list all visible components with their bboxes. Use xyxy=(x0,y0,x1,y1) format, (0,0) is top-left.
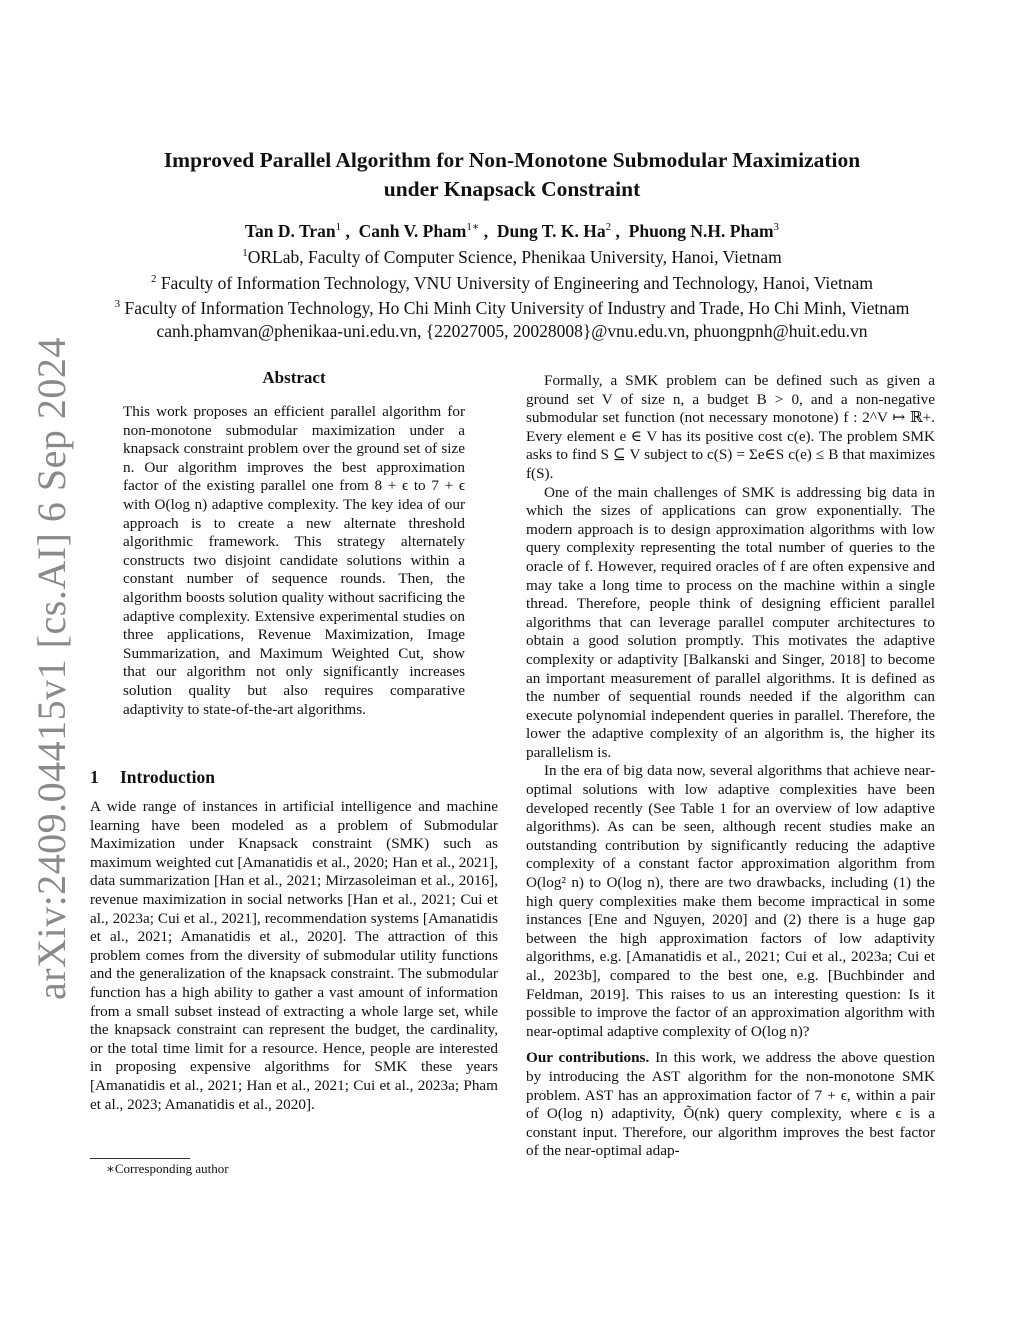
paper-title xyxy=(80,146,944,204)
contributions-paragraph xyxy=(526,1049,935,1161)
title-line-1: Improved Parallel Algorithm for Non-Monotone Submodular Maximization xyxy=(163,148,861,172)
contributions-label: Our contributions. xyxy=(526,1049,650,1067)
big-data-paragraph: In the era of big data now, several algorithms that achieve near-optimal solutions with low adaptive complexities have been developed recently (See Table 1 for an overview of low adaptive algorithms). As can be seen, although recent studies make an outstanding contribution by significantly reducing the adaptive complexity of a constant factor approximation algorithm from O(log² n) to O(log n), there are two drawbacks, including (1) the high query complexities make them become impractical in some instances [Ene and Nguyen, 2020] and (2) there is a huge gap between the high approximation factors of low adaptivity algorithms, e.g. [Amanatidis et al., 2021; Cui et al., 2023a; Cui et al., 2023b], compared to the best one, e.g. [Buchbinder and Feldman, 2019]. This raises to us an interesting question: Is it possible to improve the factor of an approximation algorithm with near-optimal adaptive complexity of O(log n)? xyxy=(526,762,935,1040)
affiliation-3: $^3$ Faculty of Information Technology, Ho Chi Minh City University of Industry and Trade, Ho Chi Minh, Vietnam xyxy=(114,298,910,319)
author-name: Tan D. Tran xyxy=(244,220,336,241)
author-mark: 1 xyxy=(335,221,342,233)
abstract-text: This work proposes an efficient parallel algorithm for non-monotone submodular maximization under a knapsack constraint problem over the ground set of size n. Our algorithm improves the best approximation factor of the existing parallel one from 8 + ϵ to 7 + ϵ with O(log n) adaptive complexity. The key idea of our approach is to create a new alternate threshold algorithmic framework. This strategy alternately constructs two disjoint candidate solutions within a constant number of sequence rounds. Then, the algorithm boosts solution quality without sacrificing the adaptive complexity. Extensive experimental studies on three applications, Revenue Maximization, Image Summarization, and Maximum Weighted Cut, show that our algorithm not only significantly increases solution quality but also requires comparative adaptivity to state-of-the-art algorithms. xyxy=(123,403,465,718)
title-line-2: under Knapsack Constraint xyxy=(383,177,641,201)
author-name: Dung T. K. Ha xyxy=(496,220,606,241)
right-column xyxy=(526,372,935,1161)
paper-header xyxy=(80,146,944,342)
author-emails: canh.phamvan@phenikaa-uni.edu.vn, {22027005, 20028008}@vnu.edu.vn, phuongpnh@huit.edu.vn xyxy=(156,321,868,342)
section-number: 1 xyxy=(90,767,99,787)
section-title: Introduction xyxy=(120,767,215,787)
contributions-text: In this work, we address the above question by introducing the AST algorithm for the non-monotone SMK problem. AST has an approximation factor of 7 + ϵ, within a pair of O(log n) adaptivity, Õ(nk) query complexity, where ϵ is a constant input. Therefore, our algorithm improves the best factor of the near-optimal adap- xyxy=(526,1049,935,1160)
challenges-paragraph: One of the main challenges of SMK is addressing big data in which the sizes of applications can grow exponentially. The modern approach is to design approximation algorithms with low query complexity representing the total number of queries to the oracle of f. However, required oracles of f are often expensive and may take a long time to process on the machine within a single thread. Therefore, people think of designing efficient parallel algorithms that can leverage parallel computer architectures to obtain a good solution promptly. This motivates the adaptive complexity or adaptivity [Balkanski and Singer, 2018] to become an important measurement of parallel algorithms. It is defined as the number of sequential rounds needed if the algorithm can execute polynomial independent queries in parallel. Therefore, the lower the adaptive complexity of an algorithm is, the higher its parallelism is. xyxy=(526,483,935,761)
author-list: Tan D. Tran$^1$ , Canh V. Pham$^{1∗}$ , Dung T. K. Ha$^2$ , Phuong N.H. Pham$^3$ xyxy=(244,220,780,241)
footnote: ∗Corresponding author xyxy=(106,1161,229,1176)
author-mark: 2 xyxy=(605,221,612,233)
author-name: Canh V. Pham xyxy=(358,220,467,241)
affiliation-1: $^1$ORLab, Faculty of Computer Science, Phenikaa University, Hanoi, Vietnam xyxy=(242,246,782,267)
formal-definition-paragraph: Formally, a SMK problem can be defined such as given a ground set V of size n, a budget B > 0, and a non-negative submodular set function (not necessary monotone) f : 2^V ↦ ℝ+. Every element e ∈ V has its positive cost c(e). The problem SMK asks to find S ⊆ V subject to c(S) = Σe∈S c(e) ≤ B that maximizes f(S). xyxy=(526,372,935,482)
author-mark: 3 xyxy=(773,221,780,233)
affiliation-2: $^2$ Faculty of Information Technology, VNU University of Engineering and Technology, Hanoi, Vietnam xyxy=(150,272,874,293)
footnote-rule xyxy=(90,1158,190,1159)
intro-paragraph: A wide range of instances in artificial intelligence and machine learning have been modeled as a problem of Submodular Maximization under Knapsack constraint (SMK) such as maximum weighted cut [Amanatidis et al., 2020; Han et al., 2021], data summarization [Han et al., 2021; Mirzasoleiman et al., 2016], revenue maximization in social networks [Han et al., 2021; Cui et al., 2023a; Cui et al., 2021], recommendation systems [Amanatidis et al., 2021; Amanatidis et al., 2020]. The attraction of this problem comes from the diversity of submodular utility functions and the generalization of the knapsack constraint. The submodular function has a high ability to gather a vast amount of information from a small subset instead of extracting a whole large set, while the knapsack constraint can represent the budget, the cardinality, or the total time limit for a resource. Hence, people are interested in proposing expensive algorithms for SMK these years [Amanatidis et al., 2021; Han et al., 2021; Cui et al., 2023a; Pham et al., 2023; Amanatidis et al., 2020]. xyxy=(90,798,498,1113)
abstract-heading: Abstract xyxy=(262,368,326,387)
author-name: Phuong N.H. Pham xyxy=(628,220,774,241)
arxiv-identifier: arXiv:2409.04415v1 [cs.AI] 6 Sep 2024 xyxy=(29,337,74,1000)
author-mark: 1∗ xyxy=(466,221,480,233)
section-heading xyxy=(90,767,215,788)
